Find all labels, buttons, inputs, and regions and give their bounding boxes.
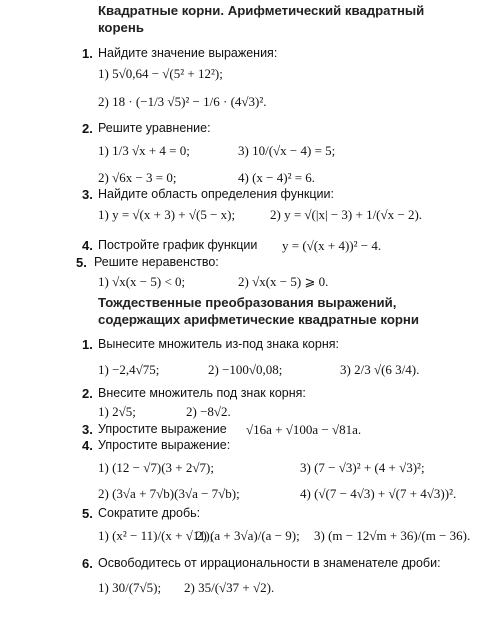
s1-problem2-text: Решите уравнение:: [98, 121, 211, 135]
s2-problem6-expr2: 2) 35/(√37 + √2).: [184, 580, 275, 595]
s2-problem5-number: 5.: [82, 506, 93, 521]
section2-title-line2: содержащих арифметические квадратные корни: [98, 312, 419, 327]
s2-problem4-expr3: 3) (7 − √3)² + (4 + √3)²;: [300, 460, 425, 475]
s2-problem5-expr2: 2) (a + 3√a)/(a − 9);: [196, 528, 300, 543]
s2-problem5-text: Сократите дробь:: [98, 506, 201, 520]
section1-title-line2: корень: [98, 20, 144, 35]
section1-title: [98, 2, 498, 36]
s2-problem1-text: Вынесите множитель из-под знака корня:: [98, 337, 339, 351]
s1-problem3-number: 3.: [82, 187, 93, 202]
s2-problem5-expr1: 1) (x² − 11)/(x + √11);: [98, 528, 214, 543]
s1-problem2-number: 2.: [82, 121, 93, 136]
s2-problem3-expr: √16a + √100a − √81a.: [246, 422, 362, 437]
s1-problem3-expr2: 2) y = √(|x| − 3) + 1/(√x − 2).: [270, 207, 423, 222]
s2-problem4-text: Упростите выражение:: [98, 438, 231, 452]
s1-problem4-number: 4.: [82, 238, 93, 253]
s2-problem6-text: Освободитесь от иррациональности в знаменателе дроби:: [98, 556, 441, 570]
s2-problem1-expr3: 3) 2/3 √(6 3/4).: [340, 362, 420, 377]
s1-problem3-expr1: 1) y = √(x + 3) + √(5 − x);: [98, 207, 236, 222]
s1-problem5-expr2: 2) √x(x − 5) ⩾ 0.: [238, 274, 329, 289]
s2-problem4-number: 4.: [82, 438, 93, 453]
s2-problem4-expr4: 4) (√(7 − 4√3) + √(7 + 4√3))².: [300, 486, 457, 501]
s1-problem4-text: Постройте график функции: [98, 238, 258, 252]
section1-title-line1: Квадратные корни. Арифметический квадратный: [98, 3, 425, 18]
s1-problem5-expr1: 1) √x(x − 5) < 0;: [98, 274, 186, 289]
s1-problem2-expr2: 2) √6x − 3 = 0;: [98, 170, 177, 185]
s1-problem4-expr: y = (√(x + 4))² − 4.: [282, 238, 382, 253]
s2-problem6-expr1: 1) 30/(7√5);: [98, 580, 162, 595]
s2-problem1-expr2: 2) −100√0,08;: [208, 362, 283, 377]
s2-problem2-expr1: 1) 2√5;: [98, 404, 136, 419]
s1-problem2-expr4: 4) (x − 4)² = 6.: [238, 170, 316, 185]
s2-problem4-expr2: 2) (3√a + 7√b)(3√a − 7√b);: [98, 486, 240, 501]
section2-title-line1: Тождественные преобразования выражений,: [98, 295, 397, 310]
s1-problem3-text: Найдите область определения функции:: [98, 187, 334, 201]
s1-problem1-number: 1.: [82, 46, 93, 61]
s2-problem5-expr3: 3) (m − 12√m + 36)/(m − 36).: [314, 528, 471, 543]
s2-problem1-number: 1.: [82, 337, 93, 352]
s1-problem1-text: Найдите значение выражения:: [98, 46, 278, 60]
s1-problem2-expr3: 3) 10/(√x − 4) = 5;: [238, 143, 336, 158]
s2-problem2-number: 2.: [82, 386, 93, 401]
s1-problem5-text: Решите неравенство:: [94, 255, 219, 269]
section2-title: [98, 294, 498, 328]
s1-problem1-expr1: 1) 5√0,64 − √(5² + 12²);: [98, 66, 223, 81]
s2-problem3-text: Упростите выражение: [98, 422, 227, 436]
s2-problem1-expr1: 1) −2,4√75;: [98, 362, 160, 377]
s1-problem1-expr2: 2) 18 · (−1/3 √5)² − 1/6 · (4√3)².: [98, 94, 267, 109]
s1-problem5-number: 5.: [76, 255, 87, 270]
s2-problem4-expr1: 1) (12 − √7)(3 + 2√7);: [98, 460, 214, 475]
s1-problem2-expr1: 1) 1/3 √x + 4 = 0;: [98, 143, 190, 158]
s2-problem2-text: Внесите множитель под знак корня:: [98, 386, 306, 400]
s2-problem6-number: 6.: [82, 556, 93, 571]
s2-problem2-expr2: 2) −8√2.: [186, 404, 231, 419]
s2-problem3-number: 3.: [82, 422, 93, 437]
